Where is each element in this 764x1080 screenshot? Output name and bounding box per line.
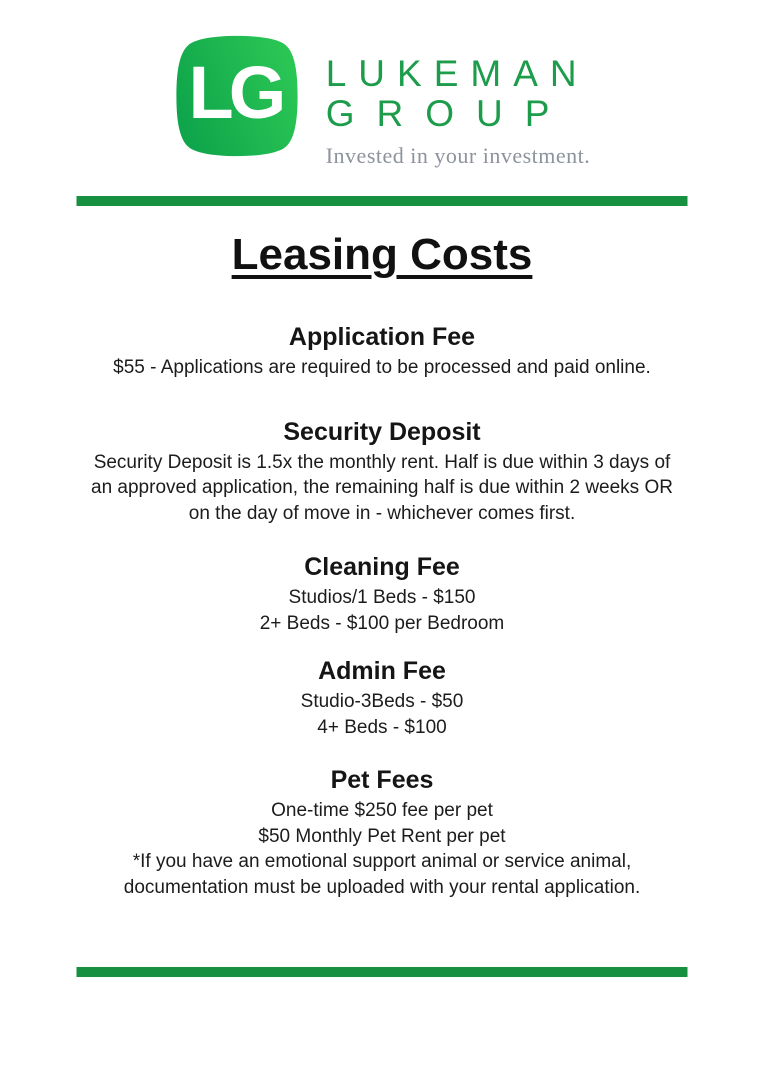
section-text-line: $55 - Applications are required to be processed and paid online.	[113, 357, 651, 378]
page-title: Leasing Costs	[231, 230, 533, 279]
logo-monogram: LG	[188, 51, 282, 135]
divider-bottom	[77, 967, 688, 977]
section-security-deposit	[0, 417, 764, 527]
brand-name-line1: LUKEMAN	[325, 53, 589, 94]
section-text-line: 4+ Beds - $100	[317, 716, 447, 738]
section-text-line: on the day of move in - whichever comes first.	[188, 502, 576, 524]
brand-tagline: Invested in your investment.	[325, 143, 591, 168]
leasing-costs-content	[0, 230, 764, 900]
section-pet-fees	[0, 765, 764, 900]
section-text-line: $50 Monthly Pet Rent per pet	[258, 825, 506, 847]
section-heading: Pet Fees	[330, 766, 434, 794]
section-admin-fee	[0, 656, 764, 740]
brand-text	[326, 54, 591, 169]
lukeman-group-logo	[174, 33, 300, 159]
section-heading: Security Deposit	[283, 417, 481, 446]
divider-top	[77, 196, 688, 206]
section-text-line: Studio-3Beds - $50	[300, 691, 464, 712]
section-text-line: One-time $250 fee per pet	[271, 800, 493, 821]
section-cleaning-fee	[0, 552, 764, 636]
section-text-line: *If you have an emotional support animal or service animal,	[132, 851, 632, 872]
section-text-line: documentation must be uploaded with your rental application.	[123, 876, 641, 898]
section-text-line: 2+ Beds - $100 per Bedroom	[259, 612, 505, 634]
section-heading: Admin Fee	[318, 657, 446, 685]
section-text-line: an approved application, the remaining half is due within 2 weeks OR	[91, 477, 673, 498]
brand-name-line2: GROUP	[325, 93, 572, 134]
section-text-line: Security Deposit is 1.5x the monthly rent. Half is due within 3 days of	[93, 451, 671, 473]
section-text-line: Studios/1 Beds - $150	[288, 587, 476, 608]
section-heading: Cleaning Fee	[304, 553, 460, 581]
brand-header	[0, 33, 764, 183]
section-application-fee	[0, 322, 764, 381]
section-heading: Application Fee	[288, 323, 476, 351]
